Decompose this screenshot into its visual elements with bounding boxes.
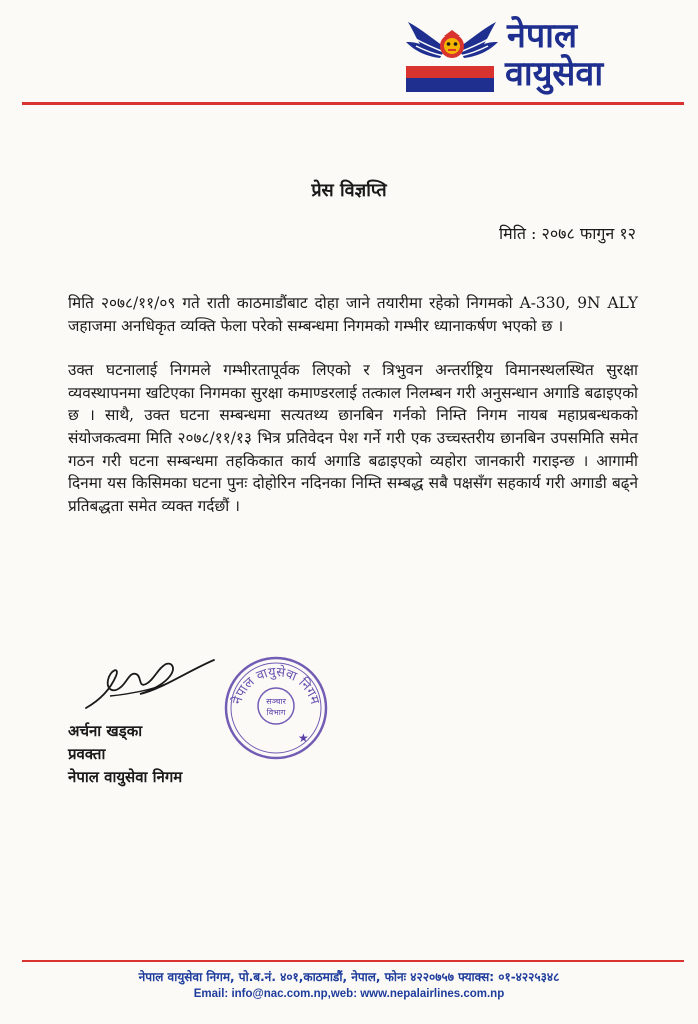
signatory-organization: नेपाल वायुसेवा निगम [68,768,183,786]
document-date: मिति : २०७८ फागुन १२ [499,224,636,243]
winged-emblem-icon [406,18,498,94]
brand-name-line2: वायुसेवा [505,54,604,94]
stamp-seal-icon [222,654,330,762]
signatory-name: अर्चना खड्का [68,722,143,740]
handwritten-signature [80,650,220,720]
signatory-role: प्रवक्ता [68,745,106,763]
footer-divider [22,960,684,962]
signature-block [66,640,236,790]
paragraph: मिति २०७८/११/०९ गते राती काठमाडौंबाट दोहा जाने तयारीमा रहेको निगमको A-330, 9N ALY जहाजमा अनधिकृत व्यक्ति फेला परेको सम्बन्धमा निगमको गम्भीर ध्यानाकर्षण भएको छ । [68,294,638,335]
svg-text:★: ★ [298,731,309,745]
svg-text:सञ्चार: सञ्चार [266,697,286,706]
official-stamp [222,654,330,762]
paragraph: उक्त घटनालाई निगमले गम्भीरतापूर्वक लिएको र त्रिभुवन अन्तर्राष्ट्रिय विमानस्थलस्थित सुरक्षा व्यवस्थापनमा खटिएका निगमका सुरक्षा कमाण्डरलाई तत्काल निलम्बन गरी अनुसन्धान अगाडि बढाइएको छ । साथै, उक्त घटना सम्बन्धमा सत्यतथ्य छानबिन गर्नको निम्ति निगम नायब महाप्रबन्धकको संयोजकत्वमा मिति २०७८/११/१३ भित्र प्रतिवेदन पेश गर्ने गरी एक उच्चस्तरीय छानबिन उपसमिति समेत गठन गरी घटना सम्बन्धमा तहकिकात कार्य अगाडि बढाइएको व्यहोरा जानकारी गराइन्छ । आगामी दिनमा यस किसिमका घटना पुनः दोहोरिन नदिनका निम्ति सम्बद्ध सबै पक्षसँग सहकार्य गरी अगाडी बढ्ने प्रतिबद्धता समेत व्यक्त गर्दछौं । [68,361,638,515]
footer-contact: Email: info@nac.com.np,web: www.nepalairlines.com.np [193,988,505,1000]
svg-text:नेपाल वायुसेवा निगम: नेपाल वायुसेवा निगम [230,664,322,707]
brand-name-line1: नेपाल [507,16,578,56]
document-title: प्रेस विज्ञप्ति [311,180,387,201]
footer-address: नेपाल वायुसेवा निगम, पो.ब.नं. ४०१,काठमाडौं, नेपाल, फोनः ४२२०७५७ फ्याक्स: ०१-४२२५३४८ [138,970,560,984]
document-body [68,292,638,539]
airline-logo [406,18,498,94]
svg-text:विभाग: विभाग [266,708,286,717]
brand-name [505,18,685,92]
header-divider [22,102,684,105]
